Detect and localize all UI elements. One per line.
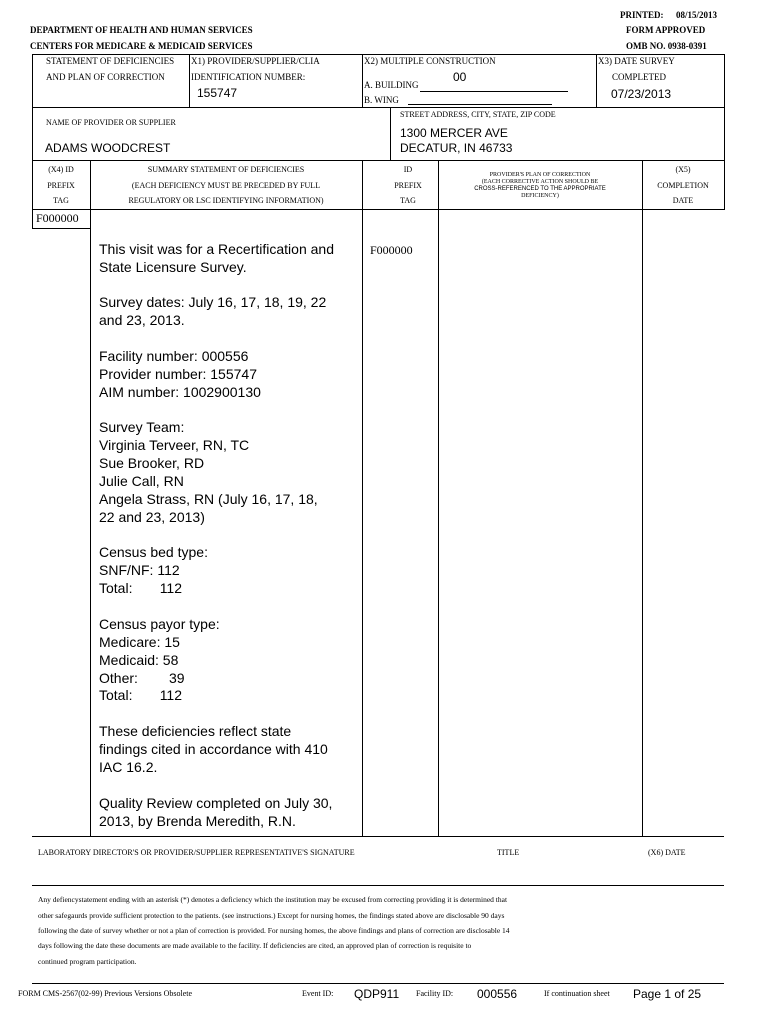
body-line: 22 and 23, 2013): [99, 509, 205, 525]
rule: [189, 54, 190, 107]
body-line: IAC 16.2.: [99, 759, 158, 775]
rule: [408, 104, 552, 105]
multiple-construction-label: X2) MULTIPLE CONSTRUCTION: [364, 56, 496, 66]
body-line: SNF/NF: 112: [99, 562, 180, 578]
body-line: Quality Review completed on July 30,: [99, 795, 333, 811]
building-value: 00: [453, 70, 467, 84]
rule: [32, 54, 33, 160]
page-number: Page 1 of 25: [633, 987, 702, 1001]
date-label: DATE: [672, 196, 694, 205]
rule: [32, 228, 90, 229]
body-line: Sue Brooker, RD: [99, 455, 205, 471]
plan-label-4: DEFICIENCY): [521, 193, 559, 199]
body-line: Facility number: 000556: [99, 348, 249, 364]
right-tag: F000000: [370, 243, 413, 257]
rule: [32, 160, 33, 228]
rule: [390, 107, 391, 160]
continuation-label: If continuation sheet: [544, 989, 610, 998]
completed-label: COMPLETED: [612, 72, 666, 82]
body-line: State Licensure Survey.: [99, 259, 247, 275]
building-label: A. BUILDING: [364, 80, 419, 90]
x4-prefix-label: PREFIX: [47, 181, 75, 190]
disclaimer-line: continued program participation.: [38, 957, 137, 966]
summary-label: SUMMARY STATEMENT OF DEFICIENCIES: [147, 165, 305, 174]
form-approved: FORM APPROVED: [626, 25, 706, 35]
printed-label: PRINTED:: [620, 10, 664, 20]
x4-id-label: (X4) ID: [48, 165, 74, 174]
event-id-label: Event ID:: [302, 989, 334, 998]
body-line: Angela Strass, RN (July 16, 17, 18,: [99, 491, 318, 507]
rule: [32, 836, 724, 837]
rule: [438, 160, 439, 836]
address-line2: DECATUR, IN 46733: [400, 141, 513, 155]
event-id-value: QDP911: [354, 987, 400, 1001]
rule: [362, 160, 363, 836]
form-number: FORM CMS-2567(02-99) Previous Versions Obsolete: [18, 989, 193, 998]
id-tag-label: TAG: [400, 196, 416, 205]
body-line: 2013, by Brenda Meredith, R.N.: [99, 813, 296, 829]
body-line: Other: 39: [99, 670, 185, 686]
disclaimer-line: other safegaurds provide sufficient protection to the patients. (see instructions.) Except for nursing homes, the findings stated above are disclosable 90 days: [38, 911, 505, 920]
provider-clia-label: X1) PROVIDER/SUPPLIER/CLIA: [191, 56, 320, 66]
printed-date: 08/15/2013: [676, 10, 718, 20]
plan-label-2: (EACH CORRECTIVE ACTION SHOULD BE: [481, 179, 599, 185]
identification-number: 155747: [197, 86, 238, 100]
rule: [362, 54, 363, 107]
id-prefix-label: PREFIX: [394, 181, 422, 190]
body-line: Survey dates: July 16, 17, 18, 19, 22: [99, 294, 327, 310]
centers-title: CENTERS FOR MEDICARE & MEDICAID SERVICES: [30, 41, 253, 51]
body-line: Census bed type:: [99, 544, 208, 560]
body-line: These deficiencies reflect state: [99, 723, 292, 739]
address-line1: 1300 MERCER AVE: [400, 126, 508, 140]
body-line: Medicaid: 58: [99, 652, 179, 668]
completion-label: COMPLETION: [657, 181, 709, 190]
rule: [32, 983, 724, 984]
rule: [420, 91, 568, 92]
date-survey-label: X3) DATE SURVEY: [598, 56, 675, 66]
disclaimer-line: days following the date these documents are made available to the facility. If deficiencies are cited, an approved plan of correction is requisite to: [38, 941, 472, 950]
disclaimer-line: Any defiencystatement ending with an asterisk (*) denotes a deficiency which the institution may be excused from correcting providing it is determined that: [38, 895, 508, 904]
body-line: Medicare: 15: [99, 634, 180, 650]
facility-id-value: 000556: [477, 987, 518, 1001]
wing-label: B. WING: [364, 95, 399, 105]
facility-id-label: Facility ID:: [416, 989, 454, 998]
rule: [32, 209, 724, 210]
plan-label-1: PROVIDER'S PLAN OF CORRECTION: [489, 172, 591, 178]
rule: [32, 160, 724, 161]
disclaimer-line: following the date of survey whether or not a plan of correction is provided. For nursing homes, the above findings and plans of correction are disclosable 14: [38, 926, 510, 935]
provider-name: ADAMS WOODCREST: [45, 141, 171, 155]
x4-tag-label: TAG: [53, 196, 69, 205]
x5-label: (X5): [675, 165, 691, 174]
rule: [642, 160, 643, 836]
survey-date: 07/23/2013: [611, 87, 672, 101]
plan-label-3: CROSS-REFERENCED TO THE APPROPRIATE: [474, 186, 606, 192]
body-line: Total: 112: [99, 687, 183, 703]
provider-name-label: NAME OF PROVIDER OR SUPPLIER: [46, 118, 176, 127]
rule: [90, 160, 91, 836]
address-label: STREET ADDRESS, CITY, STATE, ZIP CODE: [400, 110, 556, 119]
body-line: Total: 112: [99, 580, 183, 596]
signature-label: LABORATORY DIRECTOR'S OR PROVIDER/SUPPLIER REPRESENTATIVE'S SIGNATURE: [38, 848, 355, 857]
summary-label-2: (EACH DEFICIENCY MUST BE PRECEDED BY FULL: [131, 181, 321, 190]
title-label: TITLE: [497, 848, 520, 857]
rule: [32, 54, 724, 55]
body-line: Julie Call, RN: [99, 473, 184, 489]
signature-date-label: (X6) DATE: [648, 848, 686, 857]
rule: [32, 885, 724, 886]
body-line: Virginia Terveer, RN, TC: [99, 437, 250, 453]
statement-label: STATEMENT OF DEFICIENCIES: [46, 56, 175, 66]
body-line: and 23, 2013.: [99, 312, 185, 328]
body-line: This visit was for a Recertification and: [99, 241, 334, 257]
body-line: AIM number: 1002900130: [99, 384, 261, 400]
rule: [32, 107, 724, 108]
body-line: Census payor type:: [99, 616, 220, 632]
omb-number: OMB NO. 0938-0391: [626, 41, 707, 51]
body-line: Provider number: 155747: [99, 366, 257, 382]
rule: [596, 54, 597, 107]
body-line: Survey Team:: [99, 419, 185, 435]
department-title: DEPARTMENT OF HEALTH AND HUMAN SERVICES: [30, 25, 253, 35]
body-line: findings cited in accordance with 410: [99, 741, 328, 757]
summary-label-3: REGULATORY OR LSC IDENTIFYING INFORMATION): [128, 196, 324, 205]
plan-label: AND PLAN OF CORRECTION: [46, 72, 165, 82]
id-label: ID: [403, 165, 413, 174]
left-tag: F000000: [36, 211, 79, 225]
identification-label: IDENTIFICATION NUMBER:: [191, 72, 306, 82]
rule: [724, 54, 725, 210]
